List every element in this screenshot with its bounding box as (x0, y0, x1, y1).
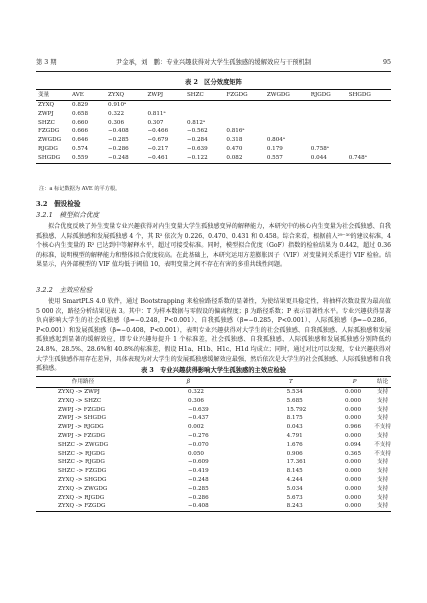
table2-cell: −0.217 (147, 145, 169, 152)
table3-p-cell: 0.365 (345, 450, 362, 457)
table2-cell (226, 119, 266, 128)
table2-cell (267, 110, 311, 119)
table3-p-cell: 0.000 (345, 476, 362, 483)
table3-t-cell: 5.534 (286, 389, 303, 395)
table2-cell: −0.461 (147, 154, 186, 163)
table2-cell: 0.758ᵃ (310, 145, 329, 152)
table3-p-cell: 0.000 (345, 432, 362, 439)
table2-cell: 0.812ᵃ (186, 119, 206, 126)
table3-conclusion-cell: 不支持 (374, 450, 391, 457)
table2-cell (311, 119, 349, 128)
table3-col-header: T (247, 377, 335, 388)
table2-cell: 0.660 (72, 119, 89, 126)
table2-row-label: FZGDG (38, 128, 60, 135)
table2-col-header: ZYXQ (108, 90, 147, 101)
table2-cell (311, 127, 349, 136)
running-title: 尹金承，刘 鹏：专业兴趣获得对大学生孤独感的缓解效应与干预机制 (115, 59, 312, 66)
table3-path-cell: SHZC -> ZWGDG (58, 441, 109, 448)
table3-path-cell: ZYXQ -> FZGDG (36, 502, 130, 511)
table3-p-cell: 0.000 (345, 397, 362, 404)
table3-t-cell: 4.244 (286, 476, 303, 483)
table3-row (36, 502, 391, 511)
table3-beta-cell: 0.050 (187, 450, 204, 457)
header-rule (36, 71, 391, 72)
table3-t-cell: 0.906 (286, 450, 303, 457)
table3-p-cell: 0.000 (335, 502, 374, 511)
table2-row-label: ZYXQ (38, 102, 55, 108)
table2-cell: −0.679 (147, 137, 169, 144)
table3-p-cell: 0.000 (345, 468, 362, 475)
table2-row (36, 101, 391, 110)
table2-col-header: SHZC (187, 90, 226, 101)
table2-col-header: ZWGDG (267, 90, 311, 101)
table3-conclusion-cell: 支持 (377, 459, 389, 466)
table2-cell: −0.285 (108, 137, 129, 144)
table3-p-cell: 0.094 (345, 441, 362, 448)
table3-t-cell: 1.676 (286, 441, 303, 448)
table2-cell (311, 101, 349, 110)
table3-t-cell: 5.685 (286, 397, 303, 404)
table2-cell: 0.811ᵃ (147, 110, 166, 117)
table3-col-header: β (130, 377, 247, 388)
table2-row (36, 145, 391, 154)
table2-cell (349, 101, 391, 110)
table3-t-cell: 8.175 (286, 415, 303, 422)
table3-row (36, 397, 391, 406)
table3-t-cell: 5.034 (286, 485, 303, 492)
table2-col-header: FZGDG (226, 90, 266, 101)
table3-row (36, 414, 391, 423)
table2-cell: 0.179 (266, 145, 283, 152)
table2-cell: 0.666 (72, 128, 89, 135)
table2-col-header: SHGDG (349, 90, 391, 101)
table2-cell: 0.910ᵃ (108, 102, 127, 108)
table2-cell (267, 127, 311, 136)
table3-beta-cell: −0.286 (187, 494, 209, 501)
table3-p-cell: 0.000 (345, 485, 362, 492)
table2-row-label: ZWGDG (38, 137, 62, 144)
running-header (36, 57, 391, 69)
page-number: 95 (382, 59, 391, 66)
issue-number: 第 3 期 (36, 59, 57, 66)
table2-cell: 0.322 (108, 110, 125, 117)
table2-cell: 0.307 (147, 119, 164, 126)
table3-conclusion-cell: 支持 (377, 406, 389, 413)
table3-path-cell: ZYXQ -> SHGDG (58, 476, 107, 483)
table3-t-cell: 0.043 (286, 424, 303, 431)
paragraph-main-effect: 使用 SmartPLS 4.0 软件，通过 Bootstrapping 来检验路径系数的显著性，为使结果更具稳定性，将抽样次数设置为最高值 5 000 次，路径分析结果见表 3。其中：T 为样本数据与零假设的偏离程度；β 为路径系数；P 表示显著性水平。专业兴趣获得显著负向影响大学生的社会孤独感（β=−0.248，P<0.001）、自我孤独感（β=−0.285，P<0.001）、人际孤独感（β=−0.286，P<0.001）和发展孤独感（β=−0.408，P<0.001），表明专业兴趣获得对大学生的社会孤独感、自我孤独感、人际孤独感和发展孤独感起到显著的缓解效应，即专业兴趣每提升 1 个标准差，社会孤独感、自我孤独感、人际孤独感和发展孤独感分别降低约 24.8%、28.5%、28.6%和 40.8%的标准差，假设 H1a、H1b、H1c、H1d 均成立；同时，通过对比可以发现，专业兴趣获得对大学生孤独感作用存在差异，具体表现为对大学生的发展孤独感缓解效应最强，然后依次是大学生的社会孤独感、人际孤独感和自我孤独感。 (36, 298, 391, 373)
table3-conclusion-cell: 不支持 (374, 424, 391, 431)
section-heading-3-2: 3.2 假设检验 (36, 200, 81, 208)
table3-beta-cell: −0.276 (187, 432, 209, 439)
table3-conclusion-cell: 支持 (377, 476, 389, 483)
table2-cell: 0.646 (72, 137, 89, 144)
table2-cell (349, 110, 391, 119)
table2-col-header: ZWPJ (147, 90, 186, 101)
table3-beta-cell: −0.437 (187, 415, 209, 422)
table2-row (36, 119, 391, 128)
table2-cell: 0.318 (226, 137, 243, 144)
table2-cell: 0.044 (311, 154, 349, 163)
table3-row (36, 476, 391, 485)
table3-p-cell: 0.000 (345, 494, 362, 501)
table2-cell (187, 110, 226, 119)
table2-cell (226, 101, 266, 110)
discriminant-validity-table (36, 89, 391, 164)
table3-col-header: 作用路径 (36, 377, 130, 388)
table2-cell: 0.470 (226, 145, 243, 152)
paragraph-model-fit: 拟合优度反映了外生变量专业兴趣获得对内生变量大学生孤独感变异的解释能力，本研究中的核心内生变量为社会孤独感、自我孤独感、人际孤独感和发展孤独感 4 个，其 R² 依次为 0.226、0.470、0.431 和 0.458。综合来看，根据前人²⁹⁻³⁰的建议标准，4 个核心内生变量的 R² 已达到中等解释水平，超过可接受标准。同时，模型拟合优度（GoF）指数的检验结果为 0.442，超过 0.36 的标准，说明模型的解释能力和整体拟合优度较高。在此基础上，本研究运用方差膨胀因子（VIF）对变量间关系进行 VIF 检验。结果显示，内外部模型的 VIF 值均低于阈值 10，表明变量之间不存在有害的多重共线性问题。 (36, 223, 392, 269)
table2-cell (147, 101, 186, 110)
table2-caption: 表 2 区分效度矩阵 (185, 79, 242, 86)
table3-beta-cell: −0.070 (187, 441, 209, 448)
main-effect-table (36, 376, 391, 512)
table3-path-cell: SHZC -> FZGDG (58, 468, 107, 475)
table2-cell (187, 101, 226, 110)
table3-path-cell: ZYXQ -> RJGDG (58, 494, 105, 501)
table2-cell: 0.804ᵃ (266, 137, 285, 144)
table2-row (36, 154, 391, 163)
table3-conclusion-cell: 支持 (377, 415, 389, 422)
table3-conclusion-cell: 支持 (377, 494, 389, 501)
table2-cell: 0.306 (108, 119, 125, 126)
table3-t-cell: 17.361 (286, 459, 307, 466)
table2-col-header: 变量 (36, 90, 72, 101)
table2-row-label: ZWPJ (38, 110, 54, 117)
table2-cell: 0.082 (226, 154, 266, 163)
table3-p-cell: 0.000 (345, 415, 362, 422)
table3-t-cell: 5.673 (286, 494, 303, 501)
table2-cell: 0.658 (72, 110, 89, 117)
table2-row-label: RJGDG (38, 145, 58, 152)
table2-col-header: RJGDG (311, 90, 349, 101)
table2-cell: −0.284 (186, 137, 208, 144)
table3-path-cell: ZWPJ -> RJGDG (58, 424, 104, 431)
table2-cell: −0.408 (108, 128, 129, 135)
table3-p-cell: 0.000 (345, 459, 362, 466)
section-heading-3-2-2: 3.2.2 主效应检验 (36, 286, 93, 294)
section-heading-3-2-1: 3.2.1 模型拟合优度 (36, 211, 99, 219)
table3-row (36, 388, 391, 397)
table3-beta-cell: −0.609 (187, 459, 209, 466)
table2-cell (311, 136, 349, 145)
table3-row (36, 406, 391, 415)
table2-cell: 0.557 (267, 154, 311, 163)
table2-cell: 0.748ᵃ (349, 154, 391, 163)
table3-conclusion-cell: 支持 (377, 397, 389, 404)
table2-cell: −0.122 (187, 154, 226, 163)
table2-cell: −0.286 (108, 145, 129, 152)
table3-col-header: P (335, 377, 374, 388)
table2-cell: 0.829 (72, 102, 89, 108)
table2-cell: −0.248 (108, 154, 147, 163)
table3-path-cell: SHZC -> RJGDG (58, 459, 105, 466)
table3-conclusion-cell: 支持 (374, 502, 391, 511)
table3-row (36, 458, 391, 467)
table2-cell (349, 119, 391, 128)
table2-cell (311, 110, 349, 119)
table3-beta-cell: −0.248 (187, 476, 209, 483)
table2-row-label: SHZC (38, 119, 55, 126)
table3-t-cell: 8.243 (247, 502, 335, 511)
table3-conclusion-cell: 支持 (377, 432, 389, 439)
table2-row (36, 127, 391, 136)
table3-p-cell: 0.000 (345, 406, 362, 413)
table3-row (36, 432, 391, 441)
table3-t-cell: 4.791 (286, 432, 303, 439)
table3-p-cell: 0.000 (345, 389, 362, 395)
table2-cell (349, 136, 391, 145)
table3-conclusion-cell: 支持 (377, 468, 389, 475)
table2-cell (349, 145, 391, 154)
table2-cell: −0.562 (186, 128, 208, 135)
table2-row (36, 110, 391, 119)
table3-conclusion-cell: 支持 (377, 389, 389, 395)
table3-beta-cell: −0.419 (187, 468, 209, 475)
table3-row (36, 450, 391, 459)
table2-row (36, 136, 391, 145)
table3-conclusion-cell: 支持 (377, 485, 389, 492)
table2-cell (349, 127, 391, 136)
table3-row (36, 441, 391, 450)
table3-p-cell: 0.966 (345, 424, 362, 431)
table2-cell: −0.466 (147, 128, 169, 135)
table3-row (36, 467, 391, 476)
table3-path-cell: ZYXQ -> ZWPJ (58, 389, 100, 395)
table3-path-cell: ZYXQ -> SHZC (58, 397, 102, 404)
table3-row (36, 423, 391, 432)
table2-note: 注：a 标记数据为 AVE 的平方根。 (39, 186, 121, 192)
table3-beta-cell: 0.002 (187, 424, 204, 431)
table3-path-cell: SHZC -> RJGDG (58, 450, 105, 457)
table3-header-row (36, 377, 391, 388)
table2-cell: 0.559 (72, 154, 108, 163)
table2-cell: −0.639 (186, 145, 208, 152)
table2-cell: 0.574 (72, 145, 89, 152)
table3-beta-cell: −0.285 (187, 485, 209, 492)
table3-t-cell: 8.145 (286, 468, 303, 475)
table3-path-cell: ZWPJ -> FZGDG (58, 432, 105, 439)
table2-col-header: AVE (72, 90, 108, 101)
table3-caption: 表 3 专业兴趣获得影响大学生孤独感的主效应检验 (140, 367, 287, 374)
table3-beta-cell: −0.408 (130, 502, 247, 511)
table3-row (36, 494, 391, 503)
table3-beta-cell: −0.639 (187, 406, 209, 413)
table2-cell (226, 110, 266, 119)
table2-header-row (36, 90, 391, 101)
table3-beta-cell: 0.322 (187, 389, 204, 395)
table2-row-label: SHGDG (36, 154, 72, 163)
table3-conclusion-cell: 不支持 (374, 441, 391, 448)
table3-row (36, 485, 391, 494)
table3-beta-cell: 0.306 (187, 397, 204, 404)
table2-cell (267, 101, 311, 110)
table3-path-cell: ZYXQ -> ZWGDG (58, 485, 108, 492)
table2-cell (267, 119, 311, 128)
table3-col-header: 结论 (374, 377, 391, 388)
table3-path-cell: ZWPJ -> SHGDG (58, 415, 106, 422)
table2-cell: 0.816ᵃ (226, 128, 245, 135)
table3-t-cell: 15.792 (286, 406, 307, 413)
table3-path-cell: ZWPJ -> FZGDG (58, 406, 105, 413)
